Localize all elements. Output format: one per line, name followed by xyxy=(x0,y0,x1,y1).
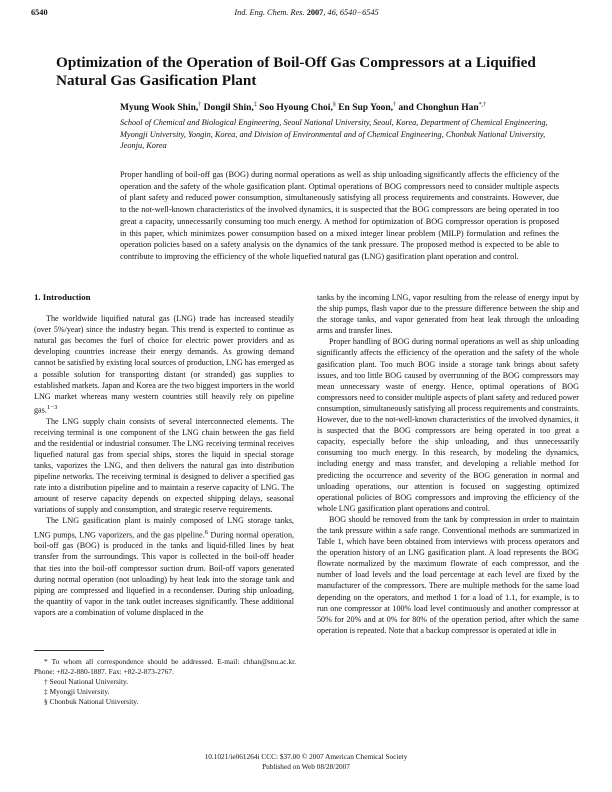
author-list xyxy=(120,102,560,113)
journal-citation xyxy=(31,8,582,17)
journal-year: 2007 xyxy=(306,8,324,17)
reference-citation: 1−3 xyxy=(46,403,58,411)
running-header xyxy=(31,8,582,22)
author-name: Soo Hyoung Choi, xyxy=(259,103,333,114)
journal-name: Ind. Eng. Chem. Res. xyxy=(234,8,305,17)
footnote-affiliation: † Seoul National University. xyxy=(44,677,129,686)
intro-paragraph-5: BOG should be removed from the tank by compression in order to maintain the tank pressure within a safe range. Conventional methods are summarized in Table 1, which have been obtained from interviews with process operators and the operation history of an LNG gasification plant. A load represents the BOG flowrate normalized by the maximum flowrate of each compressor, and the number of load levels and the load percentage at each level are fixed by the manufacturer of the compressors. There are multiple methods for the same load depending on the operators, and method 1 for a load of 1.1, for example, is to run one compressor at 100% load level continuously and another compressor at 50% for 20% and at 0% for 80% of the operation period, after which the same operation is repeated. Note that a backup compressor is operated at idle in xyxy=(317,514,579,635)
intro-paragraph-2: The LNG supply chain consists of several interconnected elements. The receiving terminal is one component of the LNG chain between the gas field and the residential or industrial consumer. The LNG receiving terminal receives liquefied natural gas from special ships, stores the liquid in special storage tanks, vaporizes the LNG, and then delivers the natural gas into distribution pipeline networks. The receiving terminal is designed to deliver a specified gas rate into a distribution pipeline and to maintain a reserve capacity of LNG. The amount of reserve capacity depends on expected shipping delays, seasonal variations of supply and consumption, and strategic reserve requirements. xyxy=(34,416,294,515)
author-name: Myung Wook Shin, xyxy=(120,103,199,114)
reference-citation: 6 xyxy=(204,528,209,536)
footnote-affiliation: ‡ Myongji University. xyxy=(44,687,110,696)
right-column xyxy=(317,292,579,636)
paragraph-text: The worldwide liquified natural gas (LNG) trade has increased steadily (over 5%/year) since the industry began. This trend is expected to continue as natural gas becomes the fuel of choice for electric power providers and as developing countries increase their energy demands. As growing demand cannot be satisfied by existing local sources of production, LNG has emerged as a possible solution for transporting distant (or stranded) gas supplies to established markets. Japan and Korea are the two biggest importers in the world LNG market whereas many western countries still heavily rely on pipeline gas. xyxy=(34,314,294,415)
author-name: Dongil Shin, xyxy=(203,103,254,114)
author-mark: † xyxy=(393,102,397,108)
author-mark: *,† xyxy=(478,102,487,108)
footnote-divider xyxy=(34,650,104,651)
paragraph-text: During normal operation, boil-off gas (BOG) is produced in the tanks and liquid-filled lines by heat transfer from the surroundings. This vapor is collected in the boil-off header that ties into the boil-off compressor suction drum. Boil-off vapors generated during normal operation (not unloading) by heat leak into the storage tank and piping are compressed and liquefied in a recondenser. During ship unloading, the quantity of vapor in the tank outlet increases significantly. These additional vapors are a combination of volume displaced in the xyxy=(34,530,295,617)
intro-paragraph-3 xyxy=(34,515,294,618)
footer-publication-date: Published on Web 08/28/2007 xyxy=(262,762,350,771)
intro-paragraph-4: Proper handling of BOG during normal operations as well as ship unloading significantly affects the efficiency of the operation and the safety of the whole gasification plant. Too much BOG inside a storage tank brings about safety issues, and too little BOG caused by overrunning of the BOG compressors may mean unnecessary waste of energy. Hence, optimal operations of BOG compressors need to consider multiple aspects of plant safety and reduced power consumption, simultaneously satisfying all process requirements and constraints. However, due to the not-well-known characteristics of the involved dynamics, it is suspected that the BOG compressors are being operated in too great a capacity, especially before the ship unloading, and thus unnecessarily consuming too much energy. In this research, by modeling the dynamics, including energy and mass transfer, and developing a reliable method for predicting the occurrence and severity of the BOG generation in normal and unloading operations, our attention is focused on suggesting optimized operational policies of BOG compressors and improving the efficiency of the whole LNG gasification plant operations and control. xyxy=(317,337,579,513)
footnotes xyxy=(34,657,296,707)
footnote-corresponding-author: * To whom all correspondence should be addressed. E-mail: chhan@snu.ac.kr. Phone: +82-2-880-1887. Fax: +82-2-873-2767. xyxy=(34,657,296,676)
author-mark: † xyxy=(198,102,202,108)
affiliations: School of Chemical and Biological Engineering, Seoul National University, Seoul, Korea, Department of Chemical Engineering, Myongji University, Yongin, Korea, and Division of Environmental and of Chemical Engineering, Chonbuk National University, Jeonju, Korea xyxy=(120,118,548,150)
footer-doi-copyright: 10.1021/ie061264i CCC: $37.00 © 2007 American Chemical Society xyxy=(204,752,408,761)
author-name: and Chonghun Han xyxy=(398,103,479,114)
paragraph-text: The LNG gasification plant is mainly composed of LNG storage tanks, LNG pumps, LNG vaporizers, and the gas pipeline. xyxy=(34,516,294,540)
journal-volume-pages: , 46, 6540−6545 xyxy=(323,8,379,17)
section-heading-introduction: 1. Introduction xyxy=(34,292,91,302)
left-column xyxy=(34,292,294,618)
author-name: En Sup Yoon, xyxy=(338,103,394,114)
page-number: 6540 xyxy=(31,8,48,17)
footnote-affiliation: § Chonbuk National University. xyxy=(44,697,139,706)
author-mark: § xyxy=(332,102,336,108)
abstract: Proper handling of boil-off gas (BOG) during normal operations as well as ship unloading significantly affects the efficiency of the operation and the safety of the whole gasification plant. Optimal operations of BOG compressors need to consider multiple aspects of plant safety and reduced power consumption, simultaneously satisfying all process requirements and constraints. However, due to the not-well-known characteristics of the involved dynamics, it is suspected that the BOG compressors are being operated in too great a capacity, unnecessarily consuming too much energy. A method for optimization of BOG compressor operation is proposed in this paper, which minimizes power consumption based on a mixed integer linear problem (MILP) formulation and refines the operation policies based on a safety analysis on the dynamics of the tank pressure. The proposed method is expected to be able to contribute to improving the efficiency of the whole liquefied natural gas (LNG) gasification plant operation and control. xyxy=(120,170,559,261)
paper-title: Optimization of the Operation of Boil-Off Gas Compressors at a Liquified Natural Gas Gasification Plant xyxy=(56,54,536,89)
intro-paragraph-continued: tanks by the incoming LNG, vapor resulting from the release of energy input by the ship pumps, flash vapor due to the pressure difference between the ship and the storage tanks, and vapor generated from heat leak through the unloading arms and transfer lines. xyxy=(317,293,579,336)
intro-paragraph-1 xyxy=(34,313,294,416)
author-mark: ‡ xyxy=(253,102,257,108)
